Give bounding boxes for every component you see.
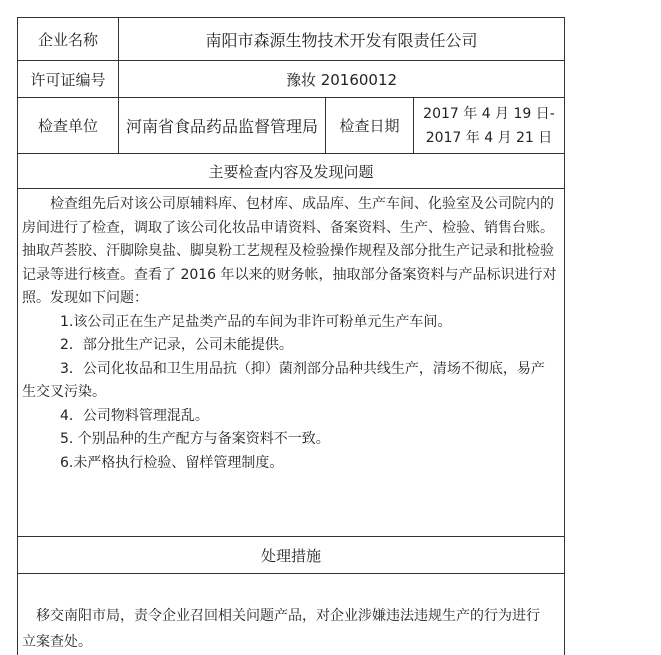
finding-item-4: 4．公司物料管理混乱。 (60, 407, 209, 424)
inspection-unit-label: 检查单位 (37, 117, 98, 135)
company-label: 企业名称 (37, 30, 98, 49)
license-number: 豫妆 20160012 (285, 70, 398, 89)
measures-heading: 处理措施 (260, 546, 321, 565)
inspection-date-value (414, 98, 564, 153)
finding-item-1: 1.该公司正在生产足盐类产品的车间为非许可粉单元生产车间。 (60, 313, 452, 330)
company-name: 南阳市森源生物技术开发有限责任公司 (205, 30, 478, 50)
rule-row4 (17, 188, 565, 189)
findings-heading: 主要检查内容及发现问题 (208, 162, 374, 181)
rule-right (564, 17, 565, 655)
findings-body (22, 193, 558, 475)
finding-item-2: 2．部分批生产记录，公司未能提供。 (60, 337, 293, 353)
findings-paragraph: 检查组先后对该公司原辅料库、包材库、成品库、生产车间、化验室及公司院内的房间进行了检查，调取了该公司化妆品申请资料、备案资料、生产、检验、销售台账。抽取芦荟胶、汗脚除臭盐、脚臭粉工艺规程及检验操作规程及部分批生产记录和批检验记录等进行核查。查看了 2016 年以来的财务帐，抽取部分备案资料与产品标识进行对照。发现如下问题： (22, 196, 557, 306)
finding-item-3: 3．公司化妆品和卫生用品抗（抑）菌剂部分品种共线生产，清场不彻底，易产生交叉污染。 (22, 360, 545, 400)
inspection-date-label: 检查日期 (339, 117, 400, 135)
measures-text: 移交南阳市局，责令企业召回相关问题产品，对企业涉嫌违法违规生产的行为进行立案查处。 (22, 608, 540, 650)
finding-item-6: 6.未严格执行检验、留样管理制度。 (60, 454, 284, 471)
rule-row6 (17, 573, 565, 574)
finding-item-5: 5. 个别品种的生产配方与备案资料不一致。 (60, 431, 330, 447)
inspection-date-end: 2017 年 4 月 21 日 (425, 129, 553, 146)
inspection-unit-value: 河南省食品药品监督管理局 (125, 117, 318, 136)
license-label: 许可证编号 (30, 70, 106, 89)
inspection-date-start: 2017 年 4 月 19 日- (423, 105, 555, 122)
